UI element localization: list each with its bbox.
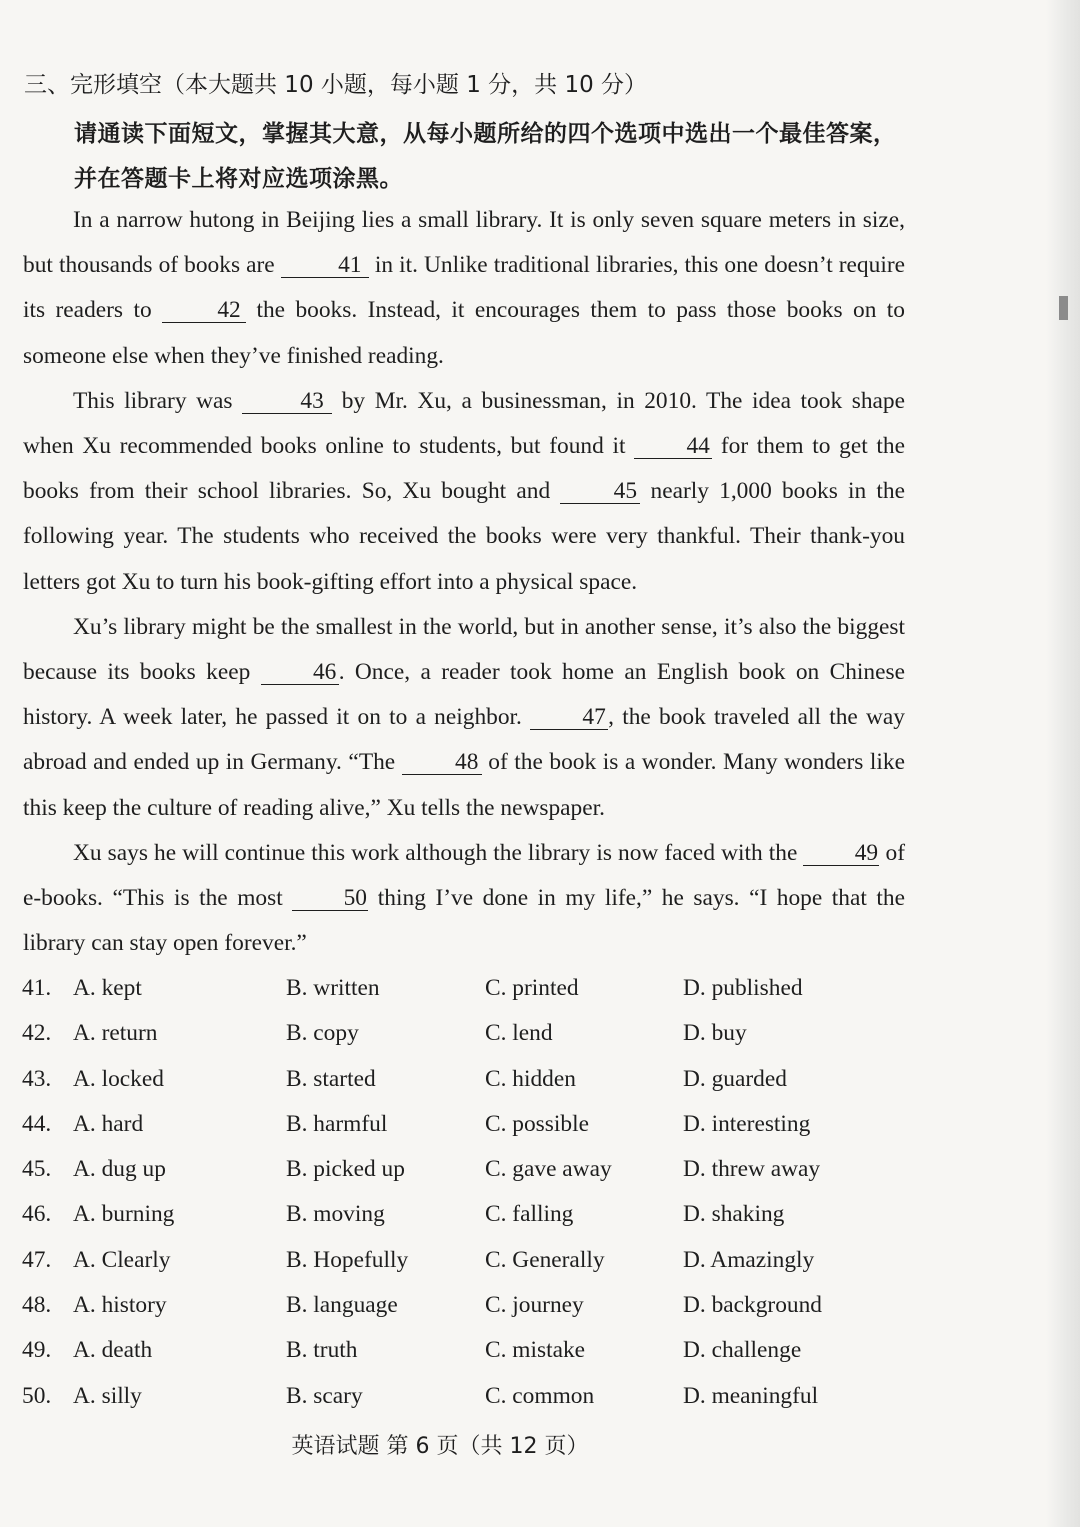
option-c: C. Generally — [485, 1246, 605, 1273]
passage-text: of e-books. “This is the most — [23, 839, 905, 912]
passage-text: nearly 1,000 books in the following year. The students who received the books were very thankful. Their thank-you letters got Xu to turn his book-gifting effort into a physical space. — [23, 478, 905, 595]
blank-43: 43 — [242, 390, 332, 414]
option-d: D. buy — [683, 1020, 747, 1047]
option-a: A. kept — [73, 975, 142, 1001]
page-footer: 英语试题 第 6 页（共 12 页） — [291, 1434, 589, 1459]
option-d: D. guarded — [683, 1065, 787, 1092]
blank-41: 41 — [281, 254, 369, 278]
section-title: 三、完形填空（本大题共 10 小题，每小题 1 分，共 10 分） — [24, 72, 648, 98]
answer-options — [22, 966, 902, 1419]
option-b: B. copy — [286, 1020, 359, 1047]
option-row-49 — [22, 1328, 902, 1373]
scan-edge-shadow — [1046, 0, 1080, 1527]
option-c: C. falling — [485, 1201, 574, 1228]
option-b: B. Hopefully — [286, 1246, 409, 1273]
question-number: 48. — [22, 1292, 52, 1319]
question-number: 44. — [22, 1110, 52, 1137]
option-row-43 — [22, 1057, 902, 1102]
passage-paragraph-1 — [23, 198, 905, 379]
instruction-text: 请通读下面短文，掌握其大意，从每小题所给的四个选项中选出一个最佳答案，并在答题卡上将对应选项涂黑。 — [74, 121, 897, 192]
blank-48: 48 — [402, 751, 482, 775]
option-a: A. death — [73, 1337, 153, 1364]
cloze-passage — [23, 198, 905, 966]
passage-text: thing I’ve done in my life,” he says. “I hope that the library can stay open forever.” — [23, 885, 905, 957]
question-number: 43. — [22, 1065, 52, 1092]
scan-edge-mark — [1059, 296, 1068, 320]
option-a: A. hard — [73, 1110, 144, 1137]
option-a: A. silly — [73, 1382, 142, 1409]
option-b: B. scary — [286, 1382, 363, 1409]
passage-text: . Once, a reader took home an English book on Chinese history. A week later, he passed it on to a neighbor. — [23, 659, 905, 731]
option-d: D. published — [683, 975, 803, 1001]
question-number: 42. — [22, 1020, 52, 1047]
option-a: A. return — [73, 1020, 158, 1047]
option-row-50 — [22, 1374, 902, 1419]
option-b: B. started — [286, 1065, 376, 1092]
option-b: B. language — [286, 1292, 398, 1319]
option-row-45 — [22, 1147, 902, 1192]
passage-text: the books. Instead, it encourages them to pass those books on to someone else when they’ve finished reading. — [23, 297, 905, 369]
option-a: A. burning — [73, 1201, 175, 1228]
question-number: 41. — [22, 975, 52, 1001]
passage-paragraph-3 — [23, 605, 905, 831]
blank-47: 47 — [530, 706, 608, 730]
option-b: B. moving — [286, 1201, 385, 1228]
passage-paragraph-2 — [23, 379, 905, 605]
passage-text: for them to get the books from their school libraries. So, Xu bought and — [23, 433, 905, 505]
option-d: D. background — [683, 1292, 823, 1319]
question-number: 46. — [22, 1201, 52, 1228]
option-row-48 — [22, 1283, 902, 1328]
passage-text: Xu says he will continue this work although the library is now faced with the — [73, 839, 804, 866]
option-d: D. threw away — [683, 1156, 821, 1183]
option-c: C. printed — [485, 975, 579, 1001]
option-b: B. harmful — [286, 1110, 388, 1137]
option-row-41 — [22, 966, 902, 1011]
option-b: B. truth — [286, 1337, 358, 1364]
option-c: C. journey — [485, 1292, 584, 1319]
option-c: C. lend — [485, 1020, 553, 1047]
option-c: C. gave away — [485, 1156, 612, 1183]
option-d: D. Amazingly — [683, 1246, 815, 1273]
option-a: A. Clearly — [73, 1246, 171, 1273]
passage-text: In a narrow hutong in Beijing lies a small library. It is only seven square meters in size, but thousands of books are — [23, 207, 905, 279]
option-a: A. dug up — [73, 1156, 166, 1183]
option-b: B. written — [286, 975, 380, 1001]
blank-50: 50 — [292, 887, 368, 911]
option-d: D. challenge — [683, 1337, 802, 1364]
passage-text: of the book is a wonder. Many wonders like this keep the culture of reading alive,” Xu tells the newspaper. — [23, 749, 905, 821]
option-c: C. mistake — [485, 1337, 586, 1364]
option-a: A. locked — [73, 1065, 164, 1092]
option-d: D. meaningful — [683, 1382, 819, 1409]
passage-paragraph-4 — [23, 831, 905, 967]
option-c: C. common — [485, 1382, 595, 1409]
option-d: D. shaking — [683, 1201, 785, 1228]
blank-49: 49 — [803, 842, 879, 866]
question-number: 49. — [22, 1337, 52, 1364]
blank-42: 42 — [162, 299, 246, 323]
blank-45: 45 — [560, 480, 640, 504]
option-c: C. hidden — [485, 1065, 576, 1092]
passage-text: by Mr. Xu, a businessman, in 2010. The idea took shape when Xu recommended books online to students, but found it — [23, 387, 905, 460]
option-row-42 — [22, 1011, 902, 1056]
question-number: 47. — [22, 1246, 52, 1273]
question-number: 45. — [22, 1156, 52, 1183]
passage-text: , the book traveled all the way abroad and ended up in Germany. “The — [23, 704, 905, 776]
option-a: A. history — [73, 1292, 167, 1319]
blank-46: 46 — [261, 661, 339, 685]
passage-text: Xu’s library might be the smallest in the world, but in another sense, it’s also the biggest because its books keep — [23, 613, 905, 686]
question-number: 50. — [22, 1382, 52, 1409]
passage-text: This library was — [73, 387, 243, 414]
passage-text: in it. Unlike traditional libraries, this one doesn’t require its readers to — [23, 252, 905, 324]
option-row-46 — [22, 1192, 902, 1237]
blank-44: 44 — [634, 435, 712, 459]
option-row-47 — [22, 1238, 902, 1283]
option-row-44 — [22, 1102, 902, 1147]
option-d: D. interesting — [683, 1110, 811, 1137]
option-c: C. possible — [485, 1110, 589, 1137]
option-b: B. picked up — [286, 1156, 405, 1183]
